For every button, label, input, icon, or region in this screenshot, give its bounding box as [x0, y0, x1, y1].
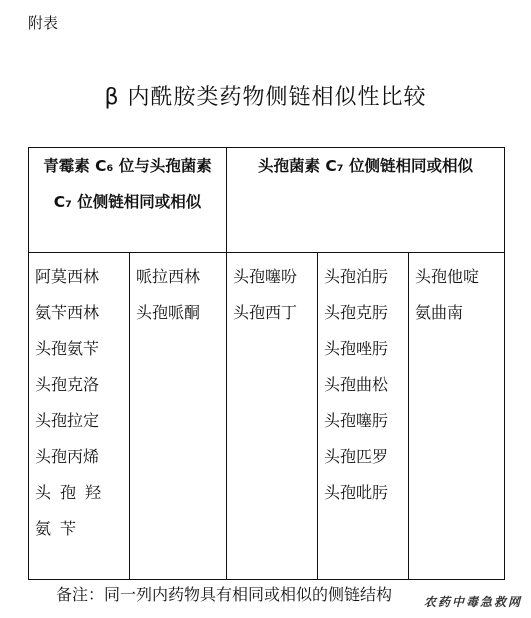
drug-name: 头孢噻肟	[324, 411, 389, 430]
drug-name: 头孢曲松	[324, 375, 389, 394]
header-penicillin-c6-cephalosporin-c7: 青霉素 C₆ 位与头孢菌素 C₇ 位侧链相同或相似	[29, 148, 227, 253]
drug-name: 头孢羟氨苄	[35, 483, 111, 538]
drug-column-4	[318, 253, 409, 580]
drug-column-2	[130, 253, 227, 580]
drug-column-5	[409, 253, 505, 580]
watermark: 农药中毒急救网	[424, 595, 523, 609]
drug-name: 头孢西丁	[233, 303, 298, 322]
drug-name: 头孢唑肟	[324, 339, 389, 358]
drug-name: 氨苄西林	[35, 303, 100, 322]
footnote: 备注：同一列内药物具有相同或相似的侧链结构	[56, 585, 393, 604]
drug-name: 头孢匹罗	[324, 447, 389, 466]
drug-name: 头孢氨苄	[35, 339, 100, 358]
comparison-table	[28, 147, 505, 580]
header-cephalosporin-c7: 头孢菌素 C₇ 位侧链相同或相似	[227, 148, 505, 253]
drug-name: 头孢哌酮	[136, 303, 201, 322]
table-title: β 内酰胺类药物侧链相似性比较	[104, 85, 427, 110]
drug-name: 阿莫西林	[35, 267, 100, 286]
appendix-label: 附表	[28, 14, 59, 32]
drug-name: 头孢他啶	[415, 267, 480, 286]
drug-name: 头孢拉定	[35, 411, 100, 430]
drug-name: 氨曲南	[415, 303, 464, 322]
drug-name: 哌拉西林	[136, 267, 201, 286]
drug-column-1	[29, 253, 130, 580]
drug-name: 头孢泊肟	[324, 267, 389, 286]
drug-name: 头孢丙烯	[35, 447, 100, 466]
drug-name: 头孢克肟	[324, 303, 389, 322]
drug-column-3	[227, 253, 318, 580]
drug-name: 头孢噻吩	[233, 267, 298, 286]
drug-name: 头孢吡肟	[324, 483, 389, 502]
drug-name: 头孢克洛	[35, 375, 100, 394]
